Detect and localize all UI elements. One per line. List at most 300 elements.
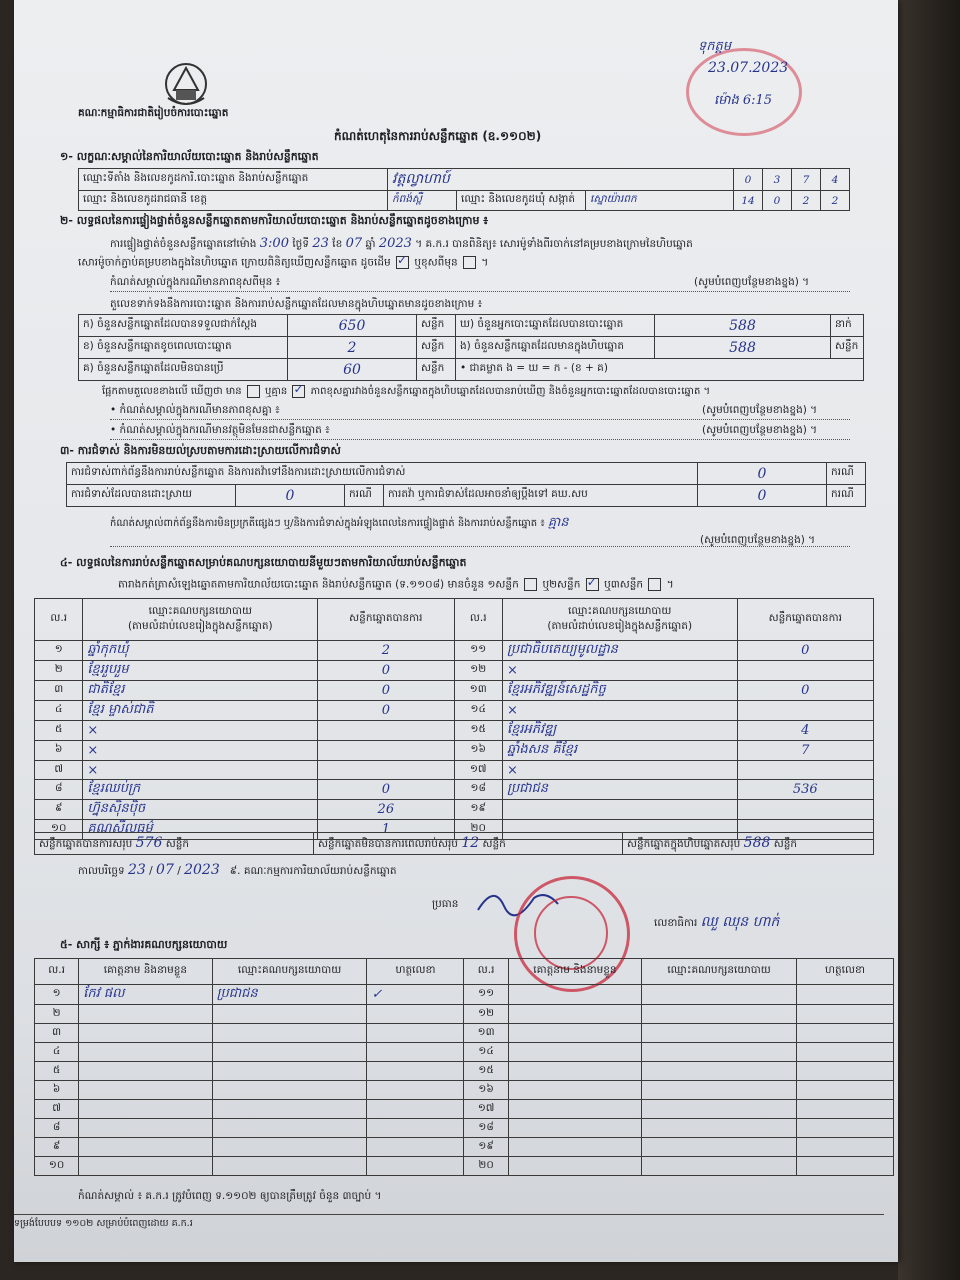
secretary-name: ឈួ ឈុន ហាក់ [700,914,780,930]
witness-no: ៣ [35,1024,79,1043]
section4-title: ៤- លទ្ធផលនៃការរាប់សន្លឹកឆ្នោតសម្រាប់គណបក្សនយោបាយនីមួយៗតាមការិយាល័យរាប់សន្លឹកឆ្នោត [60,556,467,569]
witness-party [642,1119,797,1138]
complaint-label: ការតវ៉ា ឬការជំទាស់ដែលអាចនាំឲ្យប្តឹងទៅ គឃ.សប [384,485,698,507]
witness-row [35,985,894,1005]
results-col-party-left-sub: (តាមលំដាប់លេខរៀងក្នុងសន្លឹកឆ្នោត) [127,619,273,632]
formula: • ជាគម្លាត ង = ឃ = ក - (ខ + គ) [456,359,864,381]
witness-signature [367,1062,464,1081]
witness-party [642,1138,797,1157]
province-value: កំពង់ស្ពឺ [388,191,457,211]
witness-signature [796,1138,893,1157]
witness-party [642,1005,797,1024]
witness-row [35,1138,894,1157]
witness-signature [796,1100,893,1119]
location-code-4: 4 [821,169,850,191]
party-votes: 536 [737,780,873,800]
witness-party [642,1100,797,1119]
witness-party [212,1043,367,1062]
unused-unit: សន្លឹក [417,359,456,381]
witness-party [212,1024,367,1043]
witness-col-no-left: ល.រ [35,959,79,985]
figures-table [78,314,864,381]
commune-value: ស្នោយ៉ារពក [586,191,734,211]
results-table [34,598,874,840]
witness-row [35,1157,894,1176]
party-name: × [502,701,737,721]
spoiled-label: ខ) ចំនួនសន្លឹកឆ្នោតខូចពេលបោះឆ្នោត [79,337,288,359]
results-row [35,661,874,681]
witness-name [508,1024,641,1043]
results-col-party-left [83,599,318,641]
verification-day: 23 [312,236,329,251]
witness-signature: ✓ [367,985,464,1005]
witness-name [508,1100,641,1119]
witness-row [35,1081,894,1100]
day-label: ថ្ងៃទី [292,238,309,250]
witness-table [34,958,894,1176]
party-no: ១៦ [454,741,502,761]
party-votes: 0 [318,681,454,701]
party-votes [737,661,873,681]
witness-party [212,1005,367,1024]
emblem-icon [160,60,212,110]
sheets-text: តារាងកត់ត្រាសំឡេងឆ្នោតតាមការិយាល័យបោះឆ្នោត និងរាប់សន្លឹកឆ្នោត (ទ.១១០៨) មានចំនួន ១សន្លឹក [118,578,519,591]
same-checkbox[interactable] [396,256,409,269]
party-votes [318,741,454,761]
witness-no: ៦ [35,1081,79,1100]
witness-no: ១៥ [464,1062,508,1081]
location-code-1: 0 [734,169,763,191]
party-name: ប្រជាធិបតេយ្យមូលដ្ឋាន [502,641,737,661]
verification-time-label: ការផ្ទៀងផ្ទាត់ចំនួនសន្លឹកឆ្នោតនៅម៉ោង [110,238,257,250]
witness-row [35,1024,894,1043]
month-label: ខែ [332,238,343,250]
party-no: ៤ [35,701,83,721]
party-votes [737,761,873,780]
witness-name [508,1081,641,1100]
witness-party [642,1062,797,1081]
party-no: ៧ [35,761,83,780]
witness-row [35,1005,894,1024]
total-box-value: 588 [743,834,771,851]
witness-no: ១៨ [464,1119,508,1138]
witness-col-sign-right: ហត្ថលេខា [796,959,893,985]
objections-table [66,462,866,507]
party-no: ៨ [35,780,83,800]
witness-name [508,985,641,1005]
total-invalid-unit: សន្លឹក [482,837,506,850]
witness-name [79,1100,212,1119]
total-invalid-value: 12 [461,834,480,851]
voters-unit: នាក់ [831,315,864,337]
party-name: ខ្មែរ ម្ចាស់ជាតិ [83,701,318,721]
verification-month: 07 [345,236,363,251]
section3-title: ៣- ការជំទាស់ និងការមិនយល់ស្របតាមការដោះស្រាយលើការជំទាស់ [60,444,341,457]
total-valid-label: សន្លឹកឆ្នោតបានការសរុប [39,837,133,850]
inbox-label: ង) ចំនួនសន្លឹកឆ្នោតដែលមានក្នុងហិបឆ្នោត [456,337,655,359]
party-no: ១៤ [454,701,502,721]
committee-label: ៩. គណៈកម្មការការិយាល័យរាប់សន្លឹកឆ្នោត [229,865,397,877]
witness-name [508,1157,641,1176]
party-votes: 2 [318,641,454,661]
background-shadow [898,0,960,1280]
resolved-label: ការជំទាស់ដែលបានដោះស្រាយ [67,485,236,507]
party-name: ប្រជាជន [502,780,737,800]
secretary-line [654,912,779,933]
witness-name [79,1157,212,1176]
party-no: ១ [35,641,83,661]
witness-party [212,1081,367,1100]
witness-name [508,1119,641,1138]
resolved-value: 0 [236,485,345,507]
witness-party [212,1100,367,1119]
form-page [14,0,898,1262]
results-row [35,721,874,741]
witness-row [35,1119,894,1138]
witness-col-party-right: ឈ្មោះគណបក្សនយោបាយ [642,959,797,985]
witness-no: ១៩ [464,1138,508,1157]
witness-row [35,1062,894,1081]
sheet1-checkbox[interactable] [524,578,537,591]
party-name: គណសីលធម៌ [83,820,318,840]
witness-col-name-right: គោត្តនាម និងនាមខ្លួន [508,959,641,985]
voters-label: ឃ) ចំនួនអ្នកបោះឆ្នោតដែលបានបោះឆ្នោត [456,315,655,337]
received-unit: សន្លឹក [417,315,456,337]
witness-party [642,1024,797,1043]
party-no: ៣ [35,681,83,701]
party-no: ១០ [35,820,83,840]
witness-signature [367,1024,464,1043]
total-invalid [314,833,623,855]
discrepancy-text: ភាពខុសគ្នារវាងចំនួនសន្លឹកឆ្នោតក្នុងហិបឆ្នោតដែលបានរាប់ឃើញ និងចំនួនអ្នកបោះឆ្នោតដែលបានបោះឆ្នោត ។ [310,386,711,397]
witness-party [212,1062,367,1081]
total-box-unit: សន្លឹក [773,837,798,850]
witness-no: ២០ [464,1157,508,1176]
witness-body [35,985,894,1176]
commune-code-3: 2 [821,191,850,211]
party-votes: 0 [737,681,873,701]
witness-party [212,1119,367,1138]
witness-party: ប្រជាជន [212,985,367,1005]
witness-name [508,1043,641,1062]
witness-signature [796,1157,893,1176]
party-votes: 0 [318,661,454,681]
party-votes: 26 [318,800,454,820]
verification-time: 3:00 [259,236,289,251]
bullet-foreign-hint: (សូមបំពេញបន្ថែមខាងខ្នង) ។ [702,424,818,436]
witness-no: ១៤ [464,1043,508,1062]
received-value: 650 [288,315,417,337]
party-name: ឆ្នាំងសន គឺខ្មែរ [502,741,737,761]
party-votes: 1 [318,820,454,840]
party-no: ២ [35,661,83,681]
witness-row [35,1043,894,1062]
resolved-unit: ករណី [345,485,384,507]
location-code-3: 7 [792,169,821,191]
witness-no: ៨ [35,1119,79,1138]
bullet-foreign-text: • កំណត់សម្គាល់ក្នុងករណីមានវត្ថុមិនមែនជាសន្លឹកឆ្នោត ៖ [110,424,330,436]
date-label: កាលបរិច្ឆេទ [78,865,125,877]
results-row [35,701,874,721]
results-col-no-left: ល.រ [35,599,83,641]
witness-signature [367,1005,464,1024]
year-label: ឆ្នាំ [365,238,376,250]
party-name: × [502,661,737,681]
discrepancy-line [102,384,892,399]
results-col-party-right [502,599,737,641]
witness-signature [367,1138,464,1157]
party-votes [737,800,873,820]
secretary-label: លេខាធិការ [654,917,698,929]
results-row [35,681,874,701]
discrepancy-label: ផ្អែកតាមតួលេខខាងលើ ឃើញថា មាន [102,386,242,397]
party-votes [318,761,454,780]
results-body [35,641,874,840]
complaint-value: 0 [698,485,827,507]
witness-signature [796,1024,893,1043]
verification-year: 2023 [378,236,412,251]
witness-party [642,985,797,1005]
witness-signature [367,1043,464,1062]
witness-signature [367,1100,464,1119]
total-valid-value: 576 [135,834,163,851]
complaint-unit: ករណី [827,485,866,507]
party-no: ១៥ [454,721,502,741]
date-month: 07 [156,862,174,878]
footnote: កំណត់សម្គាល់ ៖ គ.ក.រ ត្រូវបំពេញ ទ.១១០២ ឲ្យបានត្រឹមត្រូវ ចំនួន ៣ច្បាប់ ។ [78,1190,382,1202]
location-code-2: 3 [763,169,792,191]
irregularity-note-value: គ្មាន [547,515,569,530]
witness-name [79,1119,212,1138]
spoiled-unit: សន្លឹក [417,337,456,359]
results-row [35,761,874,780]
witness-signature [796,1043,893,1062]
results-row [35,641,874,661]
witness-no: ៥ [35,1062,79,1081]
witness-name [79,1043,212,1062]
verification-line [110,236,890,253]
witness-no: ៩ [35,1138,79,1157]
province-label-text: ឈ្មោះ និងលេខកូដរាជធានី ខេត្ត [83,193,208,205]
date-day: 23 [128,862,146,878]
results-col-no-right: ល.រ [454,599,502,641]
witness-no: ៤ [35,1043,79,1062]
witness-signature [796,1005,893,1024]
spoiled-value: 2 [288,337,417,359]
bullet-difference-hint: (សូមបំពេញបន្ថែមខាងខ្នង) ។ [702,404,818,416]
unused-label: គ) ចំនួនសន្លឹកឆ្នោតដែលមិនបានប្រើ [79,359,288,381]
commune-label: ឈ្មោះ និងលេខកូដឃុំ សង្កាត់ [457,191,586,211]
witness-name [79,1081,212,1100]
party-no: ១៣ [454,681,502,701]
witness-col-party-left: ឈ្មោះគណបក្សនយោបាយ [212,959,367,985]
witness-party [212,1157,367,1176]
stamp-note-2: 23.07.2023 [708,60,789,76]
changed-checkbox[interactable] [463,256,476,269]
province-code-1: 1 [741,194,748,207]
form-title: កំណត់ហេតុនៃការរាប់សន្លឹកឆ្នោត (ឧ.១១០២) [334,129,542,143]
inbox-value: 588 [655,337,831,359]
party-no: ១១ [454,641,502,661]
party-no: ១២ [454,661,502,681]
results-row [35,800,874,820]
sheet3-checkbox[interactable] [648,578,661,591]
party-name: ជាតិខ្មែរ [83,681,318,701]
witness-no: ១១ [464,985,508,1005]
party-votes: 0 [318,701,454,721]
party-votes [737,701,873,721]
irregularity-hint: (សូមបំពេញបន្ថែមខាងខ្នង) ។ [700,534,816,546]
sheet2-label: ឬ២សន្លឹក [542,578,581,591]
objection-unit: ករណី [827,463,866,485]
witness-no: ១ [35,985,79,1005]
witness-party [642,1043,797,1062]
witness-signature [796,985,893,1005]
no-discrepancy-label: ឬគ្មាន [265,386,288,397]
witness-col-name-left: គោត្តនាម និងនាមខ្លួន [79,959,212,985]
results-col-votes-left: សន្លឹកឆ្នោតបានការ [318,599,454,641]
witness-party [642,1157,797,1176]
party-no: ១៩ [454,800,502,820]
witness-name [508,1062,641,1081]
seal-line: សោរម៉ូចាក់ភ្ជាប់គម្របខាងក្នុងនៃហិបឆ្នោត ក្រោយពិនិត្យឃើញសន្លឹកឆ្នោត ដូចដើម ✓ ឬខុសពីមុន ។ [78,256,488,272]
party-votes: 4 [737,721,873,741]
party-name: ខ្មែររួបរួម [83,661,318,681]
sheets-line: តារាងកត់ត្រាសំឡេងឆ្នោតតាមការិយាល័យបោះឆ្នោត និងរាប់សន្លឹកឆ្នោត (ទ.១១០៨) មានចំនួន ១សន្លឹក ឬ២សន្លឹក ✓ ឬ៣សន្លឹក ។ [118,578,674,594]
irregularity-note [110,514,569,533]
province-code-2: 4 [748,194,755,207]
difference-note-hint: (សូមបំពេញបន្ថែមខាងខ្នង) ។ [694,276,810,288]
results-col-votes-right: សន្លឹកឆ្នោតបានការ [737,599,873,641]
form-footer: ទម្រង់បែបបទ ១១០២ សម្រាប់បំពេញដោយ គ.ក.រ [14,1214,884,1231]
results-col-party-right-sub: (តាមលំដាប់លេខរៀងក្នុងសន្លឹកឆ្នោត) [547,619,693,632]
party-no: ៥ [35,721,83,741]
witness-no: ១៣ [464,1024,508,1043]
party-votes: 7 [737,741,873,761]
witness-no: ១២ [464,1005,508,1024]
witness-no: ១៧ [464,1100,508,1119]
section1-table [78,168,850,211]
stamp-note-3: ម៉ោង 6:15 [714,93,773,108]
total-valid [35,833,314,855]
witness-signature [796,1062,893,1081]
witness-signature [367,1119,464,1138]
totals-table [34,832,874,855]
party-name [502,800,737,820]
party-no: ៦ [35,741,83,761]
witness-no: ១០ [35,1157,79,1176]
irregularity-note-text: កំណត់សម្គាល់ពាក់ព័ន្ធនឹងការមិនប្រក្រតីផ្សេងៗ ឬ/និងការជំទាស់ក្នុងអំឡុងពេលនៃការផ្ទៀងផ្ទាត់ និងការរាប់សន្លឹកឆ្នោត ៖ [110,518,545,529]
witness-row [35,1100,894,1119]
total-valid-unit: សន្លឹក [165,837,190,850]
commune-code-2: 2 [792,191,821,211]
witness-no: ២ [35,1005,79,1024]
witness-name [79,1138,212,1157]
no-discrepancy-checkbox[interactable] [292,385,305,398]
difference-note-label: កំណត់សម្គាល់ក្នុងករណីមានភាពខុសពីមុន ៖ [110,276,281,288]
results-col-party-left-title: ឈ្មោះគណបក្សនយោបាយ [148,604,252,617]
verification-line-end: ។ គ.ក.រ បានពិនិត្យ៖ សោរម៉ូទាំងពីរចាក់នៅគម្របខាងក្រោមនៃហិបឆ្នោត [415,238,693,250]
witness-col-sign-left: ហត្ថលេខា [367,959,464,985]
results-row [35,780,874,800]
inbox-unit: សន្លឹក [831,337,864,359]
org-name: គណៈកម្មាធិការជាតិរៀបចំការបោះឆ្នោត [78,107,229,119]
witness-name: កែវ ផល [79,985,212,1005]
total-box-label: សន្លឹកឆ្នោតក្នុងហិបឆ្នោតសរុប [627,837,741,850]
party-no: ១៨ [454,780,502,800]
party-no: ២០ [454,820,502,840]
total-invalid-label: សន្លឹកឆ្នោតមិនបានការពេលរាប់សរុប [318,837,458,850]
results-col-party-right-title: ឈ្មោះគណបក្សនយោបាយ [568,604,672,617]
party-name: ខ្មែរអភិវឌ្ឍ [502,721,737,741]
bullet-difference-text: • កំណត់សម្គាល់ក្នុងករណីមានភាពខុសគ្នា ៖ [110,404,280,416]
province-code [734,191,763,211]
party-name: × [83,741,318,761]
party-name: ឆ្នាំកុកឃុំ [83,641,318,661]
party-name: × [502,761,737,780]
witness-no: ១៦ [464,1081,508,1100]
party-name: ហ្វ៊ុនស៊ិនប៉ិច [83,800,318,820]
chair-label: ប្រធាន [432,898,459,910]
witness-name [79,1005,212,1024]
witness-name [508,1138,641,1157]
objection-value: 0 [698,463,827,485]
voters-value: 588 [655,315,831,337]
has-discrepancy-checkbox[interactable] [247,385,260,398]
figures-intro: តួលេខទាក់ទងនឹងការបោះឆ្នោត និងការរាប់សន្លឹកឆ្នោតដែលមានក្នុងហិបឆ្នោតមានដូចខាងក្រោម ៖ [110,298,483,310]
witness-name [508,1005,641,1024]
sheet3-label: ឬ៣សន្លឹក [604,578,644,591]
location-value: វត្តល្វាហាប៍ [388,169,734,191]
party-name: ខ្មែរឈប់ក្រ [83,780,318,800]
witness-signature [796,1081,893,1100]
date-year: 2023 [184,862,220,878]
witness-party [642,1081,797,1100]
party-name: × [83,721,318,741]
party-no: ១៧ [454,761,502,780]
changed-label: ឬខុសពីមុន [414,256,458,269]
witness-col-no-right: ល.រ [464,959,508,985]
province-label [79,191,388,211]
commune-code-1: 0 [763,191,792,211]
party-votes [318,721,454,741]
section2-title: ២- លទ្ធផលនៃការផ្ទៀងផ្ទាត់ចំនួនសន្លឹកឆ្នោតតាមការិយាល័យបោះឆ្នោត និងរាប់សន្លឹកឆ្នោតដូចខាងក្រោម ៖ [60,214,489,227]
unused-value: 60 [288,359,417,381]
objection-label: ការជំទាស់ពាក់ព័ន្ធនឹងការរាប់សន្លឹកឆ្នោត និងការតវ៉ាទៅនឹងការដោះស្រាយលើការជំទាស់ [67,463,698,485]
witness-name [79,1062,212,1081]
received-label: ក) ចំនួនសន្លឹកឆ្នោតដែលបានទទួលជាក់ស្តែង [79,315,288,337]
results-row [35,741,874,761]
location-label: ឈ្មោះទីតាំង និងលេខកូដការិ.បោះឆ្នោត និងរាប់សន្លឹកឆ្នោត [79,169,388,191]
total-box [623,833,874,855]
party-votes: 0 [737,641,873,661]
witness-party [212,1138,367,1157]
witness-no: ៧ [35,1100,79,1119]
date-line: កាលបរិច្ឆេទ 23 / 07 / 2023 ៩. គណៈកម្មការការិយាល័យរាប់សន្លឹកឆ្នោត [78,862,397,878]
party-name: ខ្មែរអភិវឌ្ឍន៍សេដ្ឋកិច្ច [502,681,737,701]
party-no: ៩ [35,800,83,820]
witness-signature [796,1119,893,1138]
seal-text: សោរម៉ូចាក់ភ្ជាប់គម្របខាងក្នុងនៃហិបឆ្នោត ក្រោយពិនិត្យឃើញសន្លឹកឆ្នោត ដូចដើម [78,256,391,269]
witness-signature [367,1157,464,1176]
stamp-note-1: ទុកត្តម [698,39,732,54]
section5-title: ៥- សាក្សី ៖ ភ្នាក់ងារគណបក្សនយោបាយ [60,938,228,951]
witness-signature [367,1081,464,1100]
party-name: × [83,761,318,780]
party-votes: 0 [318,780,454,800]
sheet2-checkbox[interactable] [586,578,599,591]
section1-title: ១- លក្ខណៈសម្គាល់នៃការិយាល័យបោះឆ្នោត និងរាប់សន្លឹកឆ្នោត [60,150,319,163]
